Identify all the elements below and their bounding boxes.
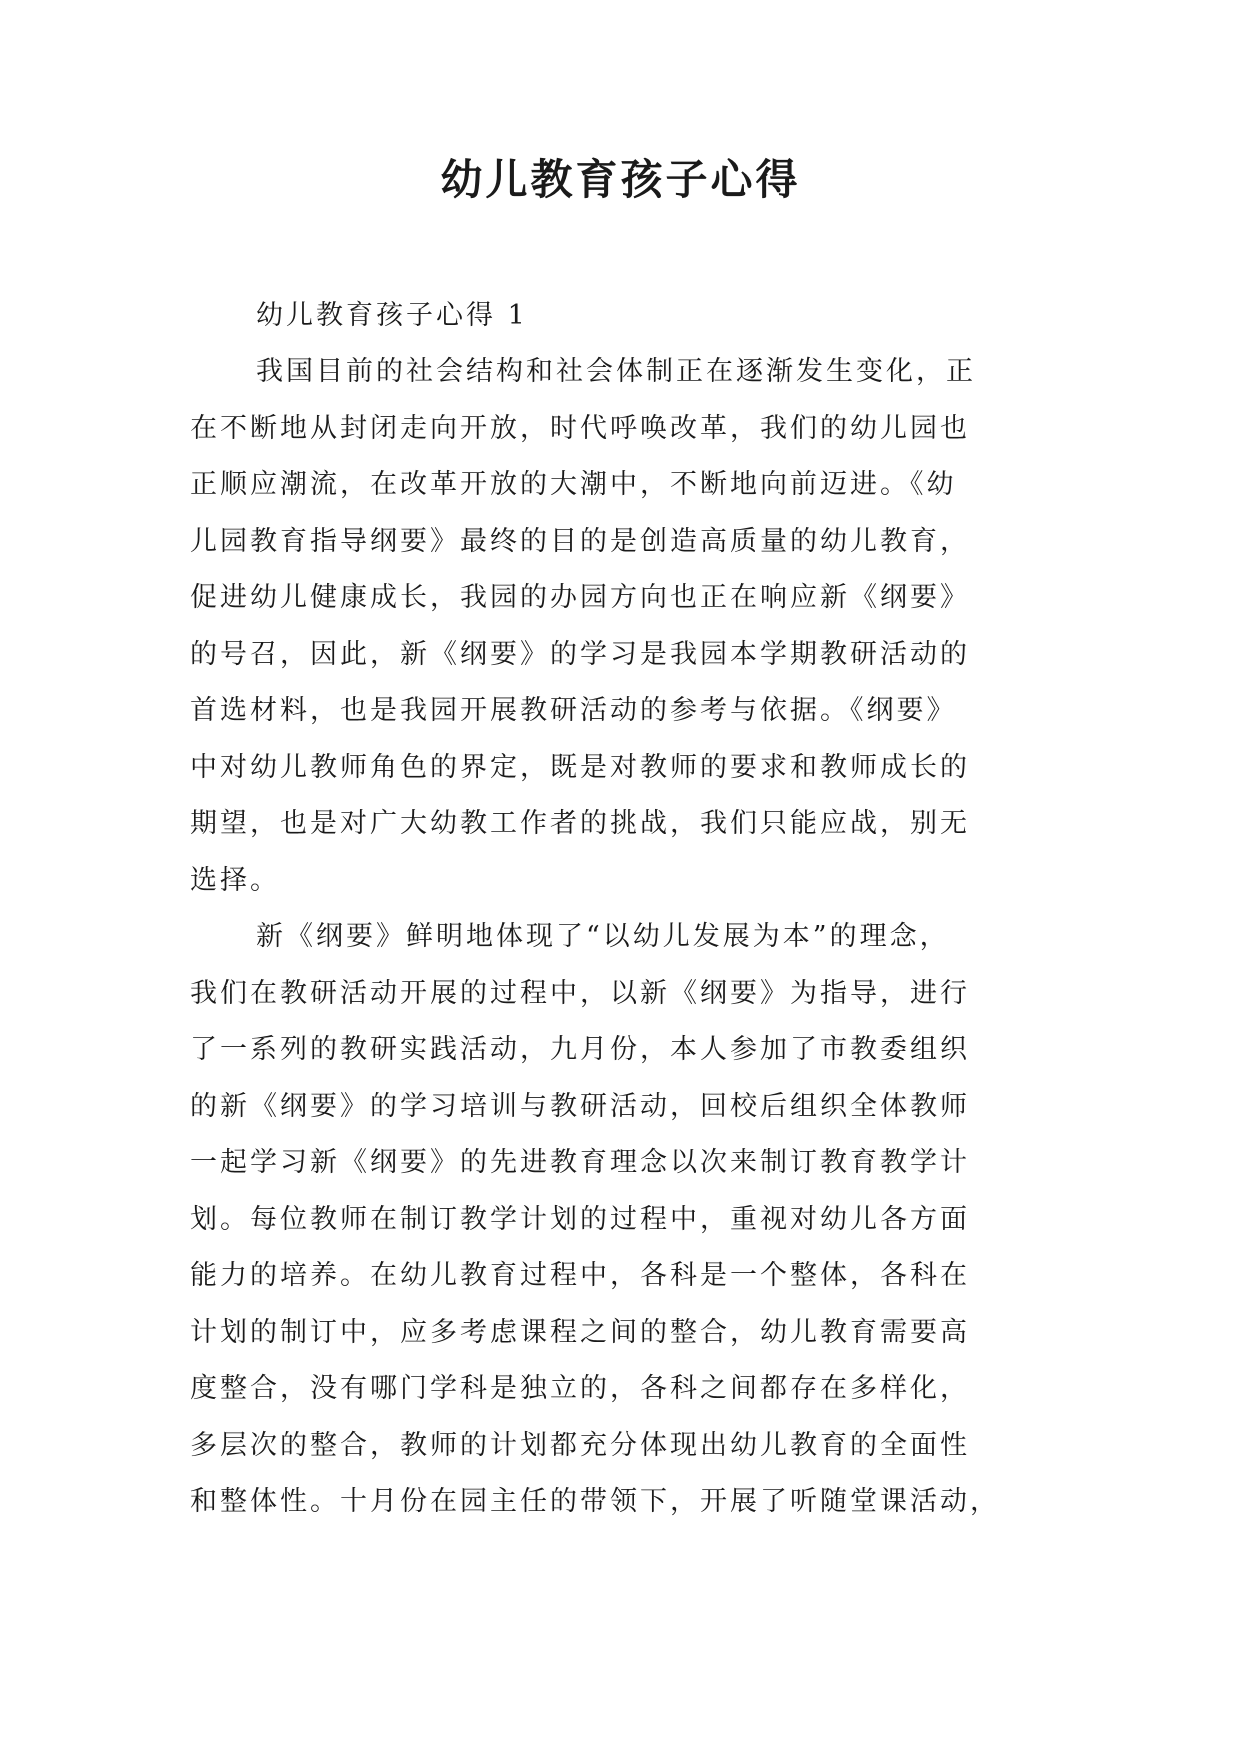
document-title: 幼儿教育孩子心得	[440, 155, 801, 204]
paragraph-line: 新《纲要》鲜明地体现了“以幼儿发展为本”的理念，	[256, 921, 950, 952]
paragraph-line: 选择。	[190, 864, 280, 896]
paragraph-line: 促进幼儿健康成长，我园的办园方向也正在响应新《纲要》	[190, 582, 970, 613]
paragraph-line: 在不断地从封闭走向开放，时代呼唤改革，我们的幼儿园也	[190, 412, 970, 444]
section-heading: 幼儿教育孩子心得 1	[256, 300, 528, 331]
paragraph-line: 的新《纲要》的学习培训与教研活动，回校后组织全体教师	[190, 1090, 970, 1122]
paragraph-1	[190, 344, 1050, 909]
paragraph-line: 一起学习新《纲要》的先进教育理念以次来制订教育教学计	[190, 1147, 970, 1178]
paragraph-line: 多层次的整合，教师的计划都充分体现出幼儿教育的全面性	[190, 1429, 970, 1461]
paragraph-line: 首选材料，也是我园开展教研活动的参考与依据。《纲要》	[190, 695, 957, 726]
paragraph-line: 儿园教育指导纲要》最终的目的是创造高质量的幼儿教育，	[190, 525, 970, 557]
paragraph-line: 划。每位教师在制订教学计划的过程中，重视对幼儿各方面	[190, 1203, 970, 1235]
paragraph-line: 期望，也是对广大幼教工作者的挑战，我们只能应战，别无	[190, 808, 970, 839]
paragraph-line: 我们在教研活动开展的过程中，以新《纲要》为指导，进行	[190, 977, 970, 1009]
paragraph-line: 正顺应潮流，在改革开放的大潮中，不断地向前迈进。《幼	[190, 469, 957, 500]
paragraph-line: 度整合，没有哪门学科是独立的，各科之间都存在多样化，	[190, 1373, 970, 1404]
paragraph-line: 能力的培养。在幼儿教育过程中，各科是一个整体，各科在	[190, 1260, 970, 1291]
paragraph-line: 了一系列的教研实践活动，九月份，本人参加了市教委组织	[190, 1034, 970, 1065]
document-body	[190, 288, 1050, 1531]
paragraph-line: 计划的制订中，应多考虑课程之间的整合，幼儿教育需要高	[190, 1316, 970, 1348]
paragraph-2	[190, 909, 1050, 1531]
paragraph-line: 的号召，因此，新《纲要》的学习是我园本学期教研活动的	[190, 638, 970, 670]
paragraph-line: 我国目前的社会结构和社会体制正在逐渐发生变化，正	[256, 356, 976, 387]
paragraph-line: 中对幼儿教师角色的界定，既是对教师的要求和教师成长的	[190, 751, 970, 783]
paragraph-line: 和整体性。十月份在园主任的带领下，开展了听随堂课活动，	[190, 1486, 1000, 1517]
